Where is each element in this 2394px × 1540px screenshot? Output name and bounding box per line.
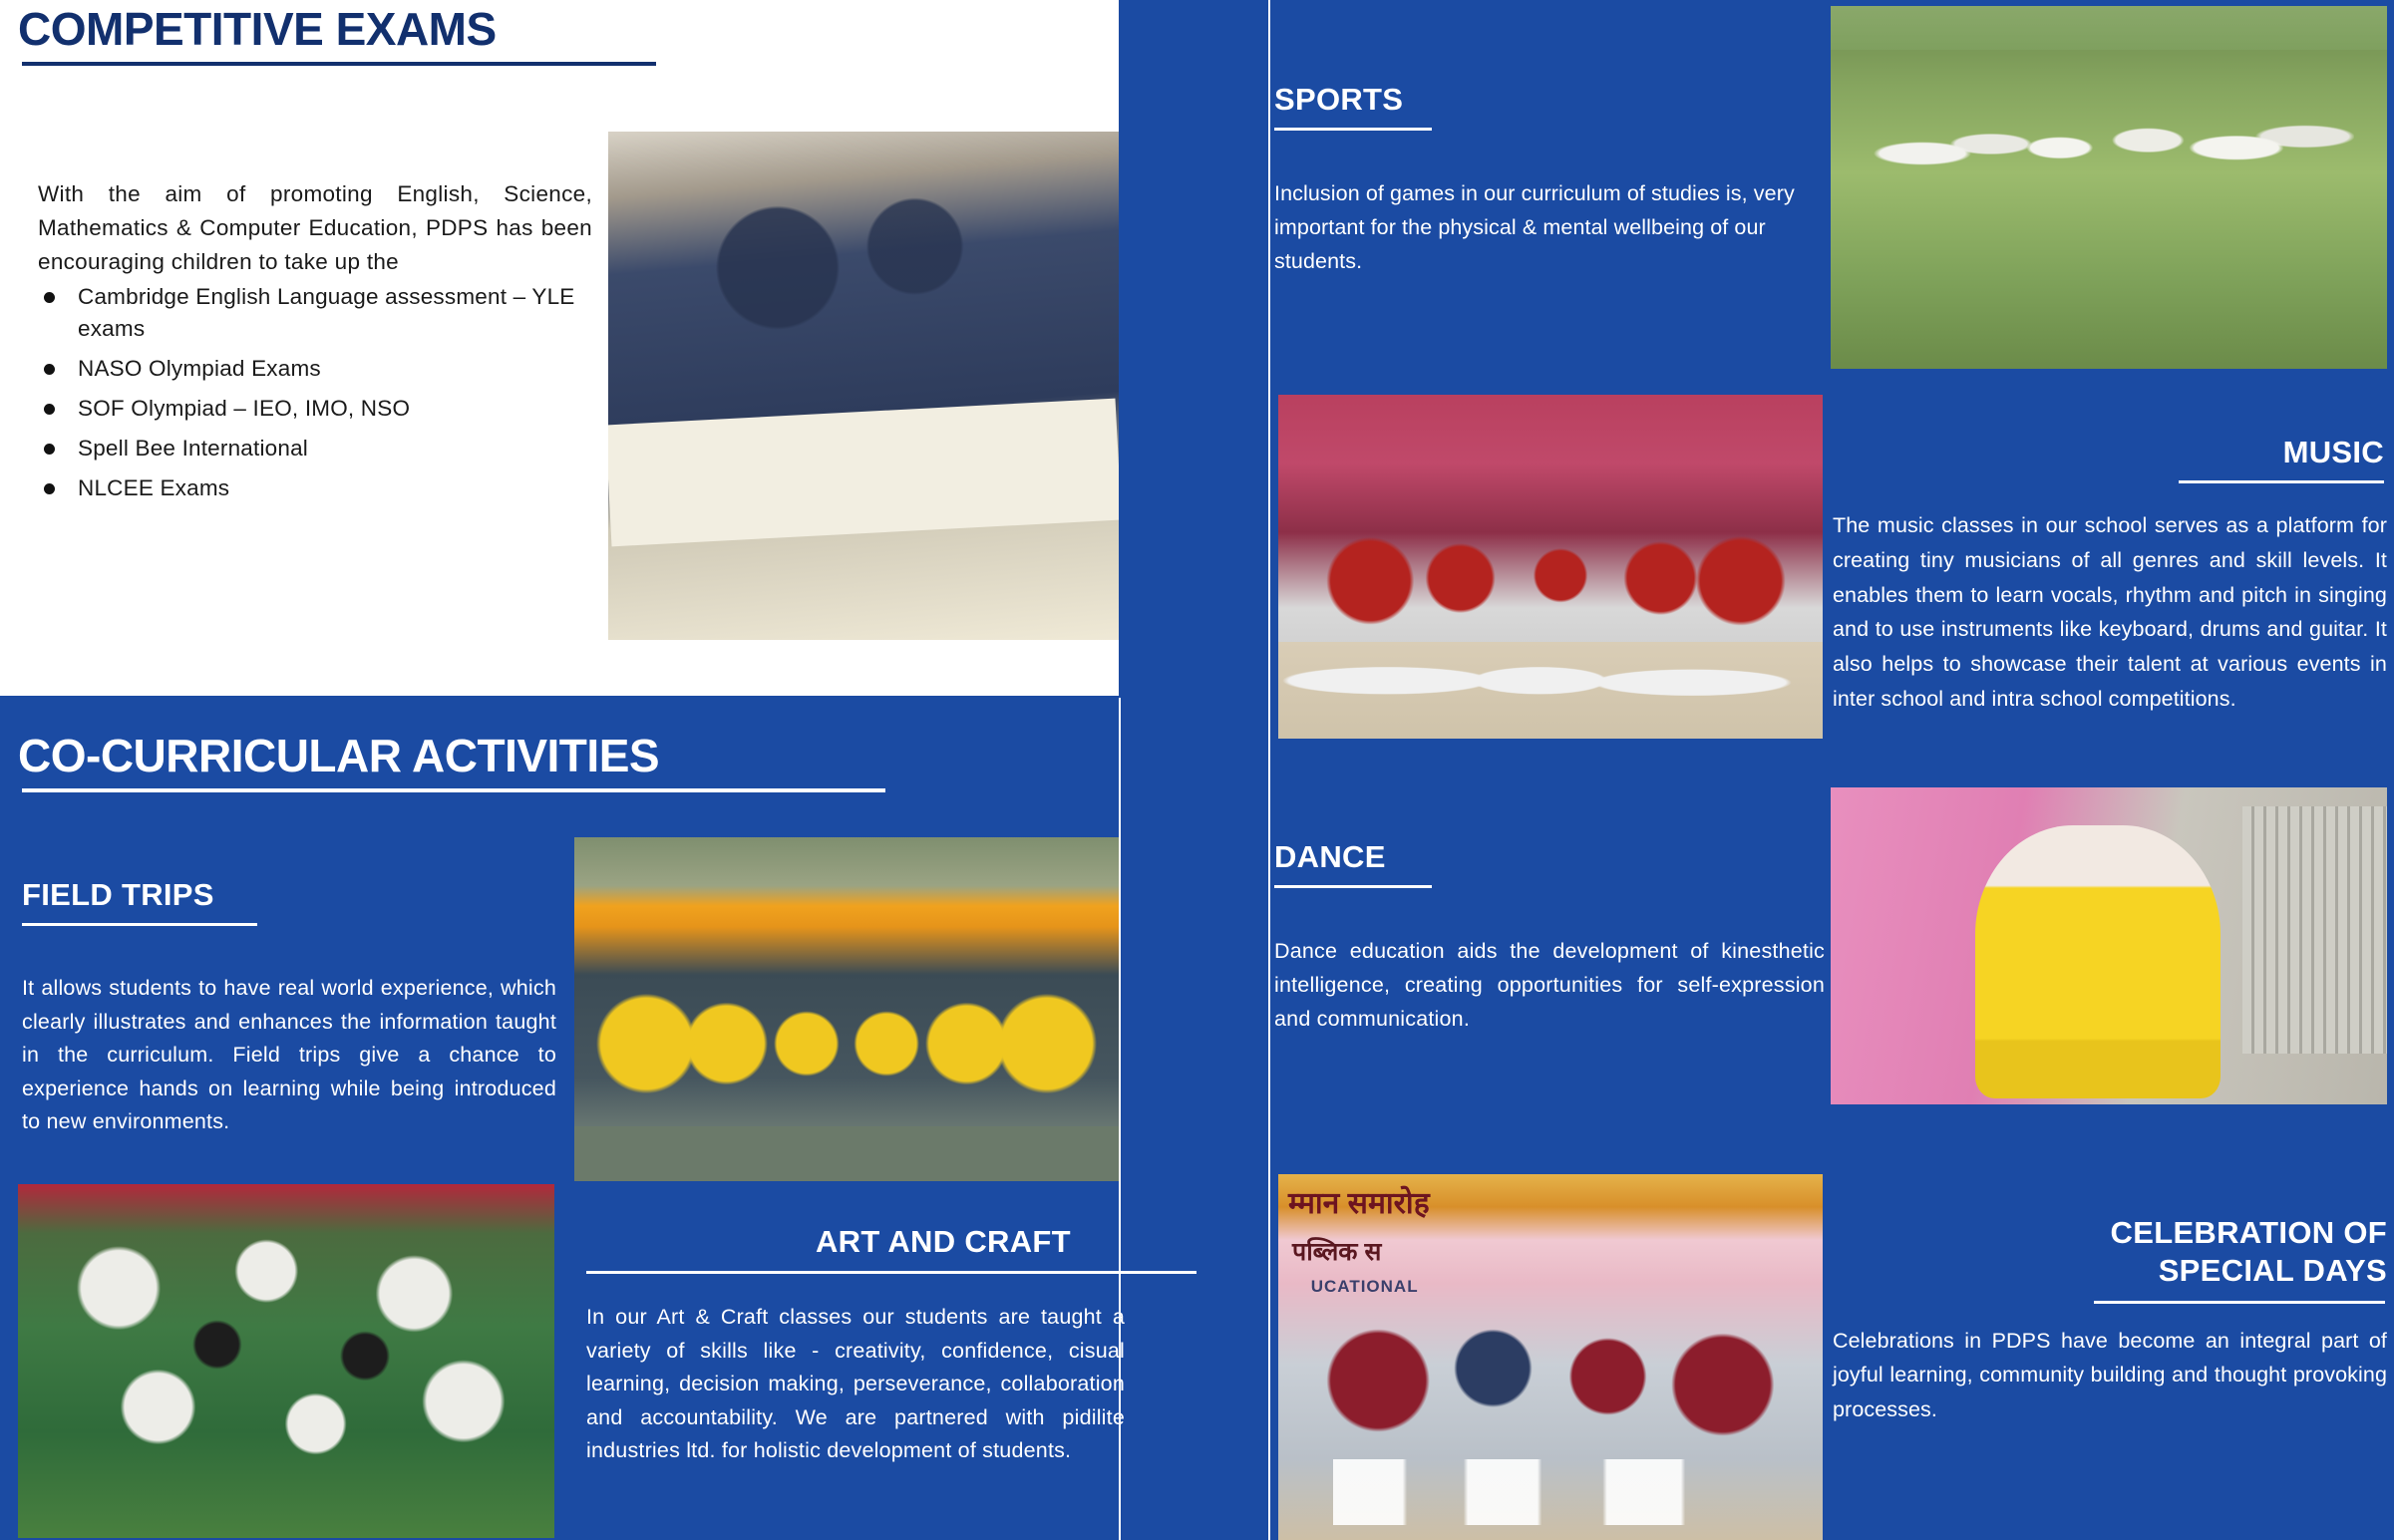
celebration-photo [1278,1174,1823,1540]
celebration-photo-banner-text-1: म्मान समारोह [1288,1187,1430,1221]
music-heading: MUSIC [2282,435,2384,469]
dance-text: Dance education aids the development of kinesthetic intelligence, creating opportunities for self-expression and communication. [1274,939,1825,1031]
art-and-craft-photo [18,1184,554,1538]
competitive-exams-title-underline [22,62,656,66]
art-and-craft-heading: ART AND CRAFT [816,1224,1071,1259]
field-trips-heading-underline [22,923,257,926]
sports-text: Inclusion of games in our curriculum of studies is, very important for the physical & mental wellbeing of our students. [1274,181,1795,273]
competitive-exams-list [38,281,596,512]
celebration-heading [1833,1214,2387,1290]
list-item: NASO Olympiad Exams [38,353,596,385]
dance-photo [1831,787,2387,1104]
celebration-heading-underline [2094,1301,2385,1304]
left-blue-margin [1121,0,1197,1540]
competitive-exams-intro-text: With the aim of promoting English, Science, Mathematics & Computer Education, PDPS has been encouraging children to take up the [38,181,592,275]
music-text: The music classes in our school serves as a platform for creating tiny musicians of all genres and skill levels. It enables them to learn vocals, rhythm and pitch in singing and to use instruments like keyboard, drums and guitar. It also helps to showcase their talent at various events in inter school and intra school competitions. [1833,513,2387,712]
co-curricular-title: CO-CURRICULAR ACTIVITIES [18,730,660,781]
art-and-craft-text: In our Art & Craft classes our students are taught a variety of skills like - creativity, confidence, cisual learning, decision making, perseverance, collaboration and accountability. We are partnered with pidilite industries ltd. for holistic development of students. [586,1305,1125,1463]
music-heading-underline [2179,480,2384,483]
list-item: SOF Olympiad – IEO, IMO, NSO [38,393,596,425]
co-curricular-title-underline [22,788,885,792]
list-item: Spell Bee International [38,433,596,464]
sports-heading: SPORTS [1274,82,1404,117]
list-item: Cambridge English Language assessment – YLE exams [38,281,596,345]
celebration-photo-banner-text-3: UCATIONAL [1310,1276,1419,1296]
dance-heading-underline [1274,885,1432,888]
art-and-craft-heading-underline [586,1271,1197,1274]
exam-photo [608,132,1119,640]
celebration-photo-banner-text-2: पब्लिक स [1292,1238,1382,1267]
sports-heading-underline [1274,128,1432,131]
competitive-exams-title: COMPETITIVE EXAMS [18,3,497,55]
list-item: NLCEE Exams [38,472,596,504]
field-trips-text: It allows students to have real world experience, which clearly illustrates and enhances the information taught in the curriculum. Field trips give a chance to experience hands on learning while being introduced to new environments. [22,976,556,1134]
music-photo [1278,395,1823,739]
dance-heading: DANCE [1274,839,1386,874]
celebration-text: Celebrations in PDPS have become an integral part of joyful learning, community building and thought provoking processes. [1833,1329,2387,1421]
celebration-heading-line1: CELEBRATION OF [2110,1215,2387,1250]
field-trip-photo [574,837,1119,1181]
sports-photo [1831,6,2387,369]
field-trips-heading: FIELD TRIPS [22,877,214,912]
celebration-heading-line2: SPECIAL DAYS [2158,1252,2387,1288]
